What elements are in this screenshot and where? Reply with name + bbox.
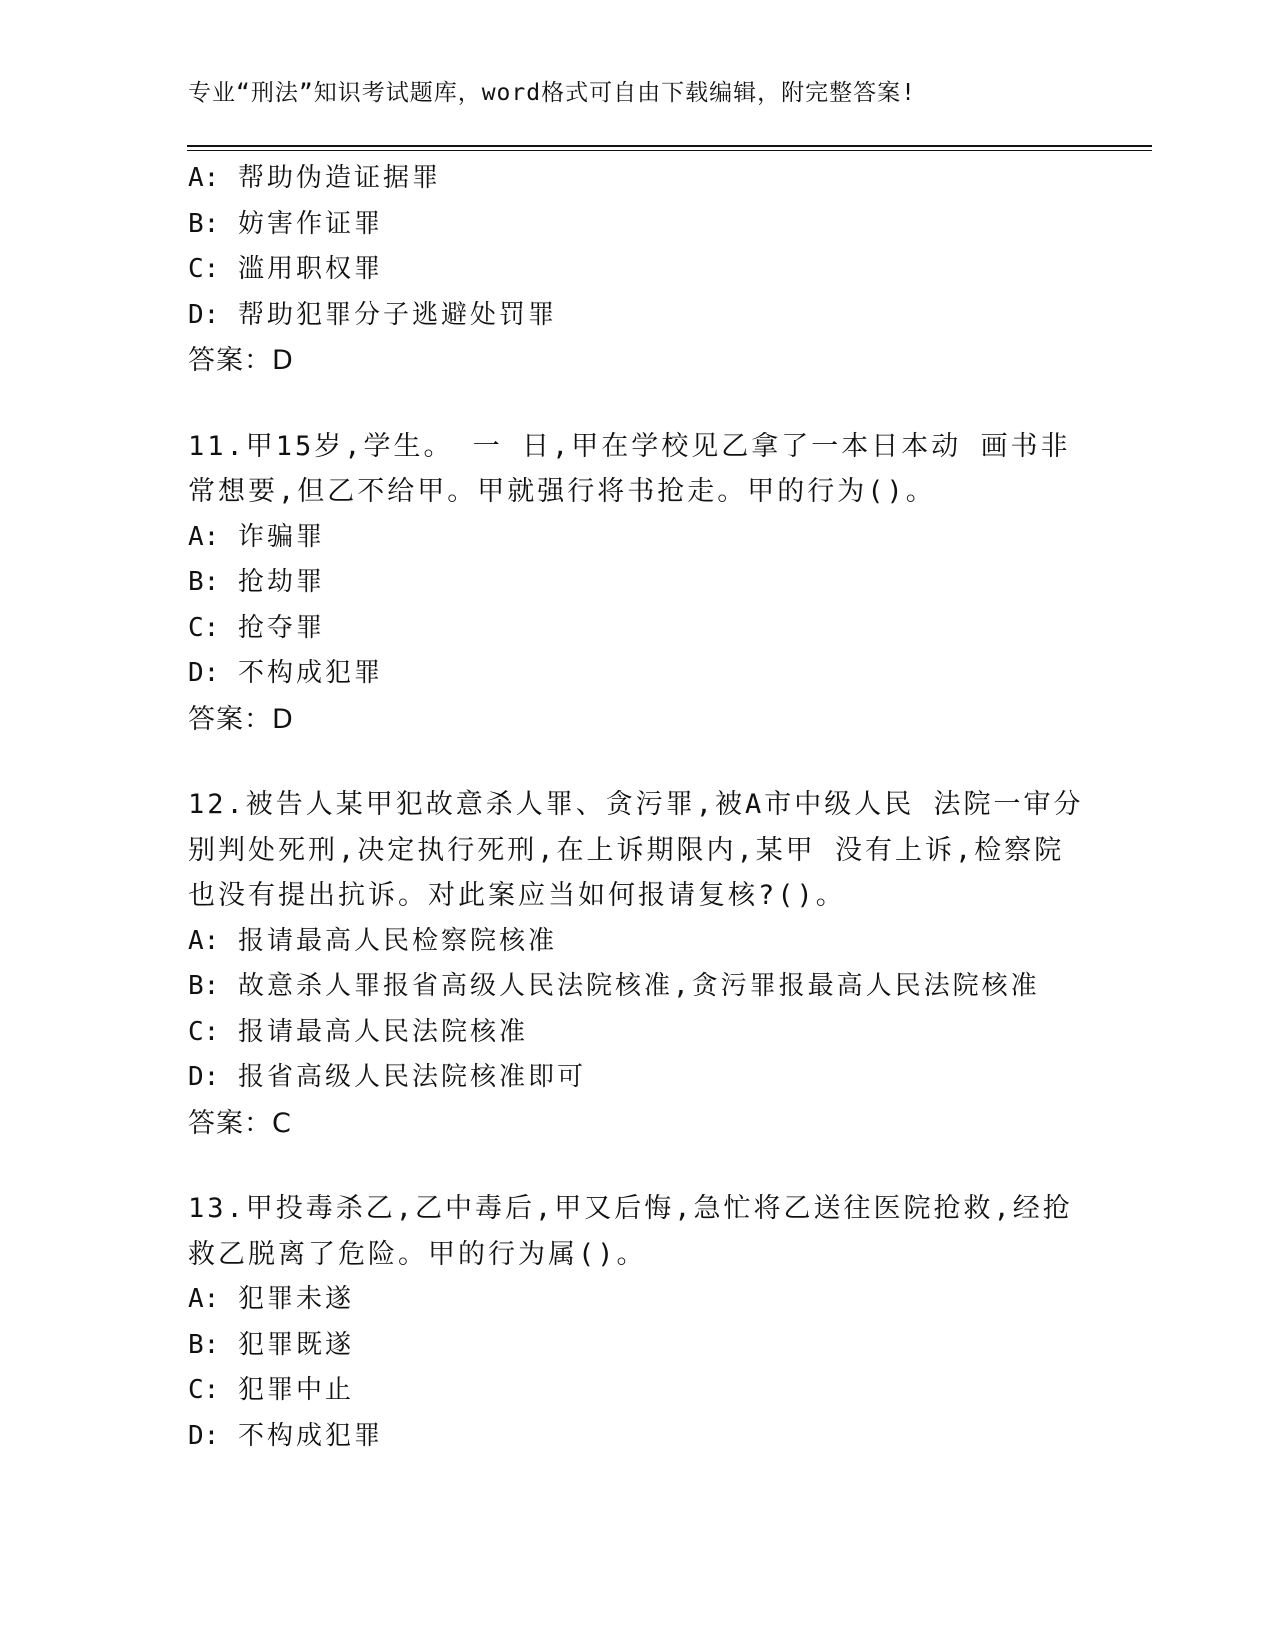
option-b: B: 妨害作证罪 [188, 208, 383, 239]
option-a: A: 诈骗罪 [188, 521, 325, 552]
option-b: B: 抢劫罪 [188, 567, 325, 597]
option-c: C: 抢夺罪 [188, 612, 325, 643]
option-d: D: 报省高级人民法院核准即可 [188, 1062, 586, 1092]
question-list [188, 156, 1088, 1459]
option-a: A: 犯罪未遂 [188, 1284, 354, 1314]
question-12 [188, 782, 1088, 1146]
question-stem: 11.甲15岁,学生。 一 日,甲在学校见乙拿了一本日本动 画书非常想要,但乙不给甲。甲就强行将书抢走。甲的行为()。 [188, 430, 1071, 507]
option-c: C: 犯罪中止 [188, 1375, 354, 1405]
question-11 [188, 424, 1088, 743]
header-divider [187, 145, 1152, 151]
question-13 [188, 1186, 1088, 1459]
answer-line: 答案：D [188, 345, 294, 376]
option-d: D: 不构成犯罪 [188, 1420, 383, 1451]
answer-line: 答案：C [188, 1107, 292, 1139]
option-a: A: 帮助伪造证据罪 [188, 163, 441, 193]
option-c: C: 滥用职权罪 [188, 254, 383, 284]
question-stem: 12.被告人某甲犯故意杀人罪、贪污罪,被A市中级人民 法院一审分别判处死刑,决定执行死刑,在上诉期限内,某甲 没有上诉,检察院也没有提出抗诉。对此案应当如何报请复核?()。 [188, 789, 1084, 911]
option-c: C: 报请最高人民法院核准 [188, 1016, 528, 1047]
question-10-tail [188, 156, 1088, 384]
option-b: B: 故意杀人罪报省高级人民法院核准,贪污罪报最高人民法院核准 [188, 971, 1040, 1001]
option-a: A: 报请最高人民检察院核准 [188, 925, 557, 956]
option-d: D: 不构成犯罪 [188, 658, 383, 688]
option-d: D: 帮助犯罪分子逃避处罚罪 [188, 299, 557, 330]
answer-line: 答案：D [188, 703, 294, 735]
question-stem: 13.甲投毒杀乙,乙中毒后,甲又后悔,急忙将乙送往医院抢救,经抢救乙脱离了危险。甲的行为属()。 [188, 1193, 1073, 1270]
page-header: 专业“刑法”知识考试题库，word格式可自由下载编辑，附完整答案! [188, 80, 916, 106]
option-b: B: 犯罪既遂 [188, 1329, 354, 1360]
